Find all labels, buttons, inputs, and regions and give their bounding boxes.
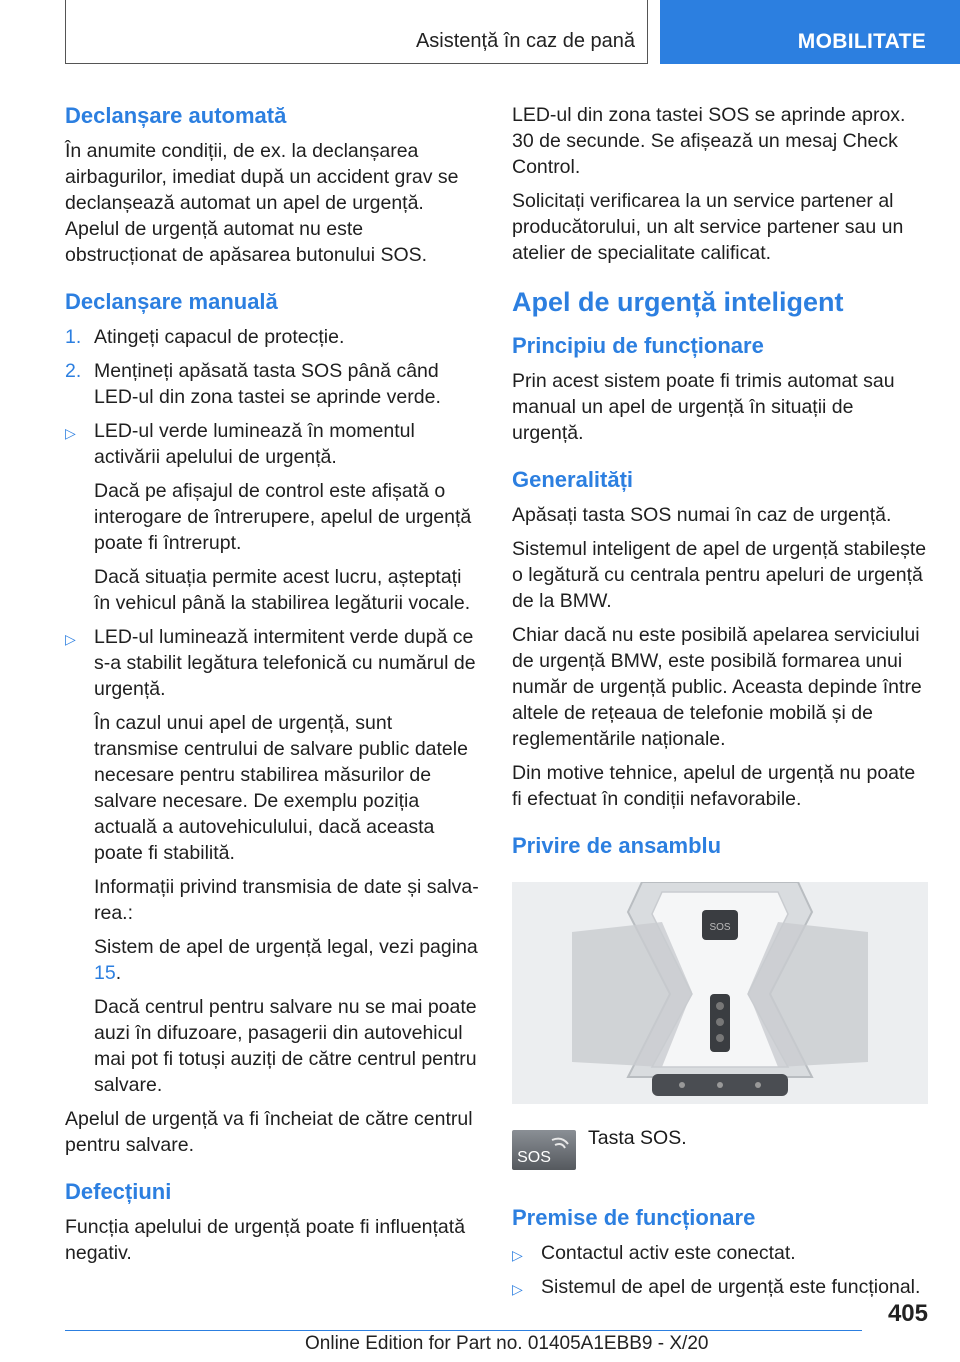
overhead-console-illustration <box>512 882 928 1104</box>
paragraph-wait: Dacă situația permite acest lucru, așteptați în vehicul până la stabilirea legăturii vocale. <box>94 566 471 614</box>
list-item <box>512 1240 928 1266</box>
footer-divider <box>65 1330 862 1331</box>
paragraph-page-ref: Sistem de apel de urgență legal, vezi pagina 15. <box>94 936 478 984</box>
triangle-bullet-icon: ▷ <box>512 1281 523 1297</box>
overhead-console-photo <box>512 882 928 1104</box>
svg-text:SOS: SOS <box>709 922 731 933</box>
step-text: Atingeți capacul de protecție. <box>94 326 345 348</box>
heading-premises: Premise de funcționare <box>512 1205 756 1230</box>
bullet-text: LED-ul luminează intermitent verde după ce s-a stabilit legătura telefonică cu numărul de urgență. <box>94 626 476 700</box>
heading-manual-trigger: Declanșare manuală <box>65 289 278 314</box>
step-number: 1. <box>65 326 82 348</box>
heading-intelligent-call: Apel de urgență inteligent <box>512 287 844 317</box>
premises-list <box>512 1240 928 1300</box>
footer-edition: Online Edition for Part no. 01405A1EBB9 - X/20 <box>305 1333 709 1354</box>
heading-principle: Principiu de funcționare <box>512 333 764 358</box>
heading-general: Generalități <box>512 467 634 492</box>
bullet-text: LED-ul verde luminează în momentul activării apelului de urgență. <box>94 420 415 468</box>
paragraph-service: Solicitați verificarea la un service partener al producătorului, un alt service partener sau un atelier de specialitate calificat. <box>512 190 904 264</box>
step-text: Mențineți apăsată tasta SOS până când LED-ul din zona tastei se aprinde verde. <box>94 360 441 408</box>
manual-steps-list <box>65 324 480 410</box>
paragraph-general-1: Apăsați tasta SOS numai în caz de urgență. <box>512 504 892 526</box>
paragraph-led-sos: LED-ul din zona tastei SOS se aprinde aprox. 30 de secunde. Se afișează un mesaj Check Control. <box>512 104 906 178</box>
heading-malfunctions: Defecțiuni <box>65 1179 172 1204</box>
paragraph-malfunctions: Funcția apelului de urgență poate fi influențată negativ. <box>65 1216 466 1264</box>
led-status-list <box>65 418 480 470</box>
right-column <box>512 102 928 1308</box>
triangle-bullet-icon: ▷ <box>65 631 76 647</box>
header-section-box <box>65 0 648 64</box>
list-item <box>65 624 480 702</box>
sos-icon-label: SOS <box>517 1149 551 1166</box>
left-column <box>65 102 480 1274</box>
paragraph-call-end: Apelul de urgență va fi încheiat de către centrul pentru salvare. <box>65 1108 473 1156</box>
header-section-title: Asistență în caz de pană <box>415 30 635 52</box>
paragraph-interrupt: Dacă pe afișajul de control este afișată o interogare de întrerupere, apelul de urgență poate fi întrerupt. <box>94 480 472 554</box>
heading-auto-trigger: Declanșare automată <box>65 103 287 128</box>
premise-text: Contactul activ este conectat. <box>541 1242 796 1264</box>
step-number: 2. <box>65 360 82 382</box>
premise-text: Sistemul de apel de urgență este funcțional. <box>541 1276 921 1298</box>
paragraph-general-4: Din motive tehnice, apelul de urgență nu poate fi efectuat în condiții nefavorabile. <box>512 762 916 810</box>
triangle-bullet-icon: ▷ <box>65 425 76 441</box>
led-blink-list <box>65 624 480 702</box>
paragraph-general-3: Chiar dacă nu este posibilă apelarea serviciului de urgență BMW, este posibilă formarea unui număr de urgență public. Aceasta depinde între altele de rețeaua de telefonie mobilă și de reglementările naționale. <box>512 624 922 750</box>
sos-button-icon <box>512 1130 576 1170</box>
heading-overview: Privire de ansamblu <box>512 833 722 858</box>
paragraph-principle: Prin acest sistem poate fi trimis automat sau manual un apel de urgență în situații de urgență. <box>512 370 895 444</box>
sos-legend-label: Tasta SOS. <box>588 1127 687 1149</box>
triangle-bullet-icon: ▷ <box>512 1247 523 1263</box>
paragraph-general-2: Sistemul inteligent de apel de urgență stabilește o legătură cu centrala pentru apeluri de urgență de la BMW. <box>512 538 927 612</box>
sos-legend <box>512 1122 928 1186</box>
paragraph-auto-trigger: În anumite condiții, de ex. la declanșarea airbagurilor, imediat după un accident grav se declanșează automat un apel de urgență. Apelul de urgență automat nu este obstrucționat de apăsarea butonului SOS. <box>65 140 459 266</box>
paragraph-data-info: Informații privind transmisia de date și salvarea.: <box>94 876 479 924</box>
list-item <box>65 418 480 470</box>
page-link[interactable]: 15 <box>94 962 116 984</box>
paragraph-data-transmit: În cazul unui apel de urgență, sunt transmise centrului de salvare public datele necesare pentru stabilirea măsurilor de salvare necesare. De exemplu poziția actuală a autovehiculului, dacă aceasta poate fi stabilită. <box>94 712 468 864</box>
paragraph-speaker: Dacă centrul pentru salvare nu se mai poate auzi în difuzoare, pasagerii din autovehicul mai pot fi totuși auziți de către centrul pentru salvare. <box>94 996 477 1096</box>
list-item <box>65 358 480 410</box>
header-chapter-tab[interactable] <box>660 0 960 64</box>
header-chapter-label: MOBILITATE <box>797 30 926 53</box>
page-number: 405 <box>887 1300 928 1327</box>
list-item <box>512 1274 928 1300</box>
list-item <box>65 324 480 350</box>
